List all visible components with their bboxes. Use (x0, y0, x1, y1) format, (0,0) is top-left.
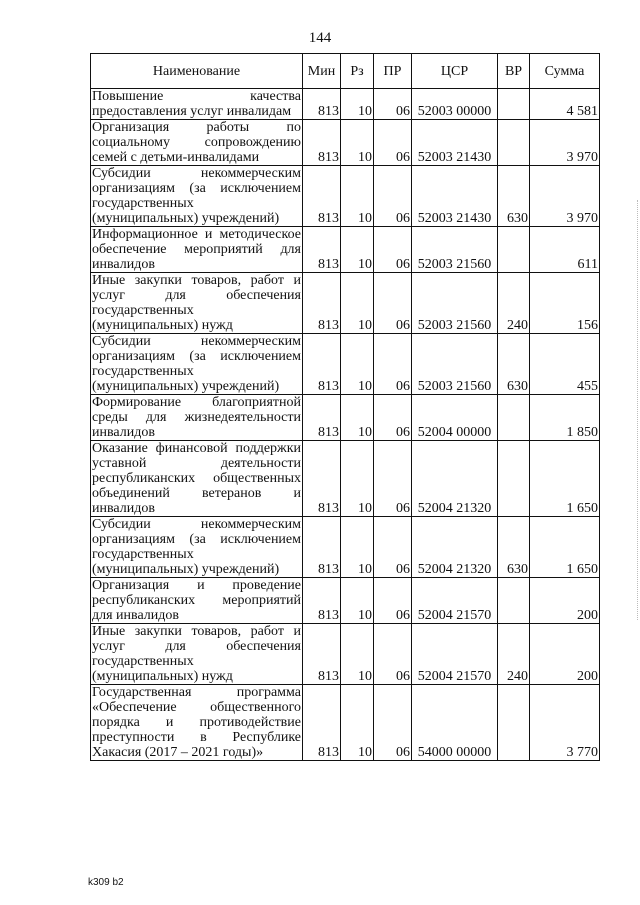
cell-rz: 10 (341, 227, 374, 273)
cell-csr: 52003 21560 (412, 273, 498, 334)
cell-name: Иные закупки товаров, работ и услуг для обеспечения государственных (муниципальных) нужд (92, 624, 301, 684)
cell-name: Субсидии некоммерческим организациям (за исключением государственных (муниципальных) учреждений) (92, 517, 301, 577)
table-row (91, 441, 600, 517)
header-vr: ВР (498, 54, 530, 89)
cell-min: 813 (303, 334, 341, 395)
cell-csr: 52003 21560 (412, 334, 498, 395)
cell-min: 813 (303, 395, 341, 441)
cell-rz: 10 (341, 395, 374, 441)
cell-name: Субсидии некоммерческим организациям (за исключением государственных (муниципальных) учреждений) (92, 334, 301, 394)
cell-min: 813 (303, 578, 341, 624)
cell-sum: 611 (530, 227, 600, 273)
cell-sum: 156 (530, 273, 600, 334)
cell-vr: 240 (498, 273, 530, 334)
cell-name: Организация и проведение республиканских мероприятий для инвалидов (92, 578, 301, 623)
cell-pr: 06 (374, 273, 412, 334)
cell-min: 813 (303, 441, 341, 517)
cell-pr: 06 (374, 334, 412, 395)
cell-csr: 52003 21430 (412, 120, 498, 166)
cell-csr: 52004 21570 (412, 578, 498, 624)
cell-rz: 10 (341, 624, 374, 685)
table-row (91, 685, 600, 761)
page-number: 144 (308, 30, 332, 46)
cell-pr: 06 (374, 166, 412, 227)
cell-vr (498, 685, 530, 761)
cell-csr: 52004 21320 (412, 517, 498, 578)
table-row (91, 273, 600, 334)
cell-name: Иные закупки товаров, работ и услуг для обеспечения государственных (муниципальных) нужд (92, 273, 301, 333)
cell-pr: 06 (374, 441, 412, 517)
cell-rz: 10 (341, 334, 374, 395)
cell-csr: 54000 00000 (412, 685, 498, 761)
cell-rz: 10 (341, 89, 374, 120)
cell-pr: 06 (374, 517, 412, 578)
header-min: Мин (303, 54, 341, 89)
cell-csr: 52003 21560 (412, 227, 498, 273)
cell-name: Формирование благоприятной среды для жизнедеятельности инвалидов (92, 395, 301, 440)
cell-min: 813 (303, 89, 341, 120)
cell-vr (498, 120, 530, 166)
cell-csr: 52003 21430 (412, 166, 498, 227)
cell-sum: 3 970 (530, 166, 600, 227)
cell-vr (498, 441, 530, 517)
cell-pr: 06 (374, 685, 412, 761)
table-row (91, 166, 600, 227)
cell-sum: 1 850 (530, 395, 600, 441)
cell-min: 813 (303, 685, 341, 761)
cell-min: 813 (303, 517, 341, 578)
header-rz: Рз (341, 54, 374, 89)
cell-min: 813 (303, 227, 341, 273)
cell-pr: 06 (374, 395, 412, 441)
table-row (91, 578, 600, 624)
cell-min: 813 (303, 624, 341, 685)
cell-rz: 10 (341, 685, 374, 761)
cell-sum: 3 770 (530, 685, 600, 761)
cell-sum: 3 970 (530, 120, 600, 166)
cell-rz: 10 (341, 578, 374, 624)
table-row (91, 227, 600, 273)
cell-csr: 52003 00000 (412, 89, 498, 120)
cell-pr: 06 (374, 89, 412, 120)
cell-min: 813 (303, 273, 341, 334)
table-row (91, 89, 600, 120)
cell-pr: 06 (374, 227, 412, 273)
cell-rz: 10 (341, 166, 374, 227)
cell-rz: 10 (341, 273, 374, 334)
cell-name: Оказание финансовой поддержки уставной деятельности республиканских общественных объединений ветеранов и инвалидов (92, 441, 301, 516)
footer-code: k309 b2 (88, 877, 124, 888)
cell-vr (498, 227, 530, 273)
cell-pr: 06 (374, 578, 412, 624)
header-name: Наименование (91, 54, 303, 89)
cell-vr: 630 (498, 517, 530, 578)
cell-rz: 10 (341, 120, 374, 166)
table-row (91, 624, 600, 685)
cell-name: Организация работы по социальному сопровождению семей с детьми-инвалидами (92, 120, 301, 165)
cell-vr: 240 (498, 624, 530, 685)
cell-vr (498, 578, 530, 624)
cell-name: Государственная программа «Обеспечение общественного порядка и противодействие преступности в Республике Хакасия (2017 – 2021 годы)» (92, 685, 301, 760)
table-row (91, 120, 600, 166)
cell-pr: 06 (374, 120, 412, 166)
table-row (91, 334, 600, 395)
cell-vr (498, 89, 530, 120)
scan-edge-marks (634, 200, 638, 620)
header-csr: ЦСР (412, 54, 498, 89)
cell-sum: 4 581 (530, 89, 600, 120)
cell-min: 813 (303, 120, 341, 166)
cell-sum: 200 (530, 578, 600, 624)
cell-vr: 630 (498, 334, 530, 395)
cell-rz: 10 (341, 517, 374, 578)
cell-min: 813 (303, 166, 341, 227)
cell-sum: 200 (530, 624, 600, 685)
cell-vr: 630 (498, 166, 530, 227)
cell-name: Субсидии некоммерческим организациям (за исключением государственных (муниципальных) учреждений) (92, 166, 301, 226)
cell-csr: 52004 21570 (412, 624, 498, 685)
cell-sum: 455 (530, 334, 600, 395)
cell-name: Повышение качества предоставления услуг инвалидам (92, 89, 301, 119)
cell-rz: 10 (341, 441, 374, 517)
cell-csr: 52004 21320 (412, 441, 498, 517)
header-pr: ПР (374, 54, 412, 89)
header-sum: Сумма (530, 54, 600, 89)
cell-pr: 06 (374, 624, 412, 685)
cell-sum: 1 650 (530, 517, 600, 578)
cell-sum: 1 650 (530, 441, 600, 517)
table-row (91, 517, 600, 578)
cell-csr: 52004 00000 (412, 395, 498, 441)
table-header-row (91, 54, 600, 89)
cell-vr (498, 395, 530, 441)
cell-name: Информационное и методическое обеспечение мероприятий для инвалидов (92, 227, 301, 272)
budget-table (90, 53, 600, 761)
table-row (91, 395, 600, 441)
